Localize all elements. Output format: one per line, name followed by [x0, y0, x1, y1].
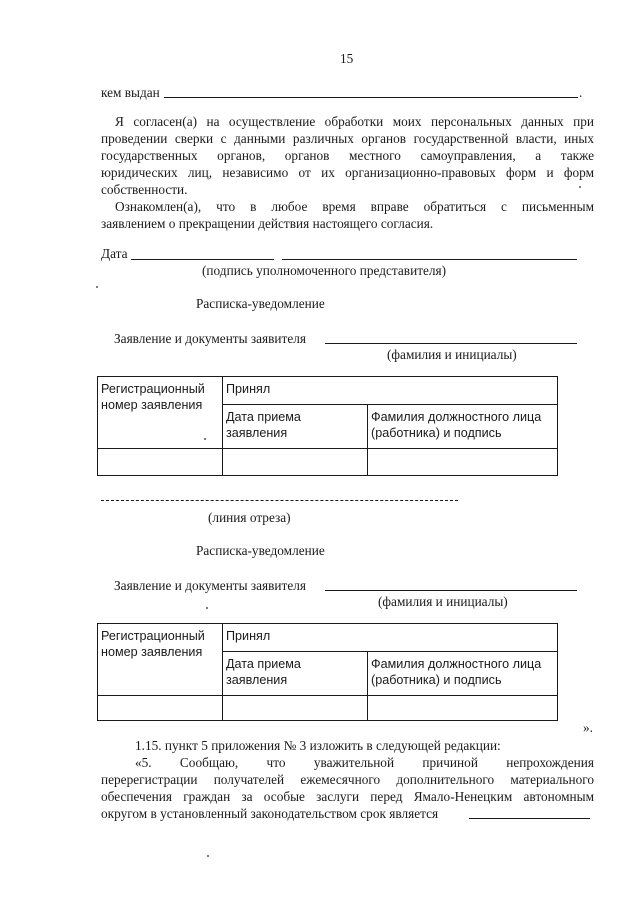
receipt-title: Расписка-уведомление — [196, 543, 325, 558]
reg-number-header: Регистрационный номер заявления — [98, 377, 223, 449]
applicant-label: Заявление и документы заявителя — [114, 331, 307, 346]
acceptance-date-cell[interactable] — [223, 449, 368, 476]
consent-last-line: собственности. — [101, 182, 188, 197]
consent-line-3: государственных органов, органов местного самоуправления, а также — [101, 148, 594, 163]
amendment-line-3: обеспечения граждан за особые заслуги перед Ямало-Ненецким автономным — [101, 789, 594, 804]
amendment-line-4: округом в установленный законодательством срок является — [101, 806, 439, 821]
scan-speck — [579, 186, 581, 188]
page-number: 15 — [340, 51, 354, 66]
applicant-name-caption: (фамилия и инициалы) — [387, 347, 517, 362]
cut-line — [101, 500, 458, 501]
applicant-label: Заявление и документы заявителя — [114, 578, 307, 593]
reg-number-header: Регистрационный номер заявления — [98, 624, 223, 696]
official-signature-cell[interactable] — [368, 696, 558, 721]
signature-caption: (подпись уполномоченного представителя) — [202, 263, 447, 278]
reg-number-cell[interactable] — [98, 696, 223, 721]
issued-by-period: . — [579, 85, 583, 100]
amendment-item: 1.15. пункт 5 приложения № 3 изложить в следующей редакции: — [135, 738, 501, 753]
issued-by-field[interactable] — [164, 97, 578, 98]
amendment-line-1: «5. Сообщаю, что уважительной причиной непрохождения — [135, 755, 594, 770]
accepted-header: Принял — [223, 377, 558, 405]
applicant-name-field[interactable] — [325, 590, 577, 591]
scan-speck — [204, 438, 206, 440]
acceptance-date-cell[interactable] — [223, 696, 368, 721]
consent-line-2: проведении сверки с данными различных органов государственной власти, иных — [101, 131, 594, 146]
scan-speck — [206, 607, 208, 609]
applicant-name-caption: (фамилия и инициалы) — [378, 594, 508, 609]
reg-number-cell[interactable] — [98, 449, 223, 476]
accepted-header: Принял — [223, 624, 558, 652]
acknowledgement-line-1: Ознакомлен(а), что в любое время вправе обратиться с письменным — [115, 199, 594, 214]
signature-field[interactable] — [282, 259, 577, 260]
closing-quote: ». — [583, 720, 593, 735]
scan-speck — [207, 855, 209, 857]
official-signature-header: Фамилия должностного лица (работника) и подпись — [368, 652, 558, 696]
official-signature-cell[interactable] — [368, 449, 558, 476]
acceptance-date-header: Дата приема заявления — [223, 652, 368, 696]
amendment-line-2: перерегистрации получателей ежемесячного дополнительного материального — [101, 772, 594, 787]
acknowledgement-line-2: заявлением о прекращении действия настоящего согласия. — [101, 216, 434, 231]
applicant-name-field[interactable] — [325, 343, 577, 344]
consent-line-4: юридических лиц, независимо от их организационно-правовых форм и форм — [101, 165, 594, 180]
official-signature-header: Фамилия должностного лица (работника) и подпись — [368, 405, 558, 449]
receipt-table — [97, 623, 558, 721]
receipt-table — [97, 376, 558, 476]
date-field[interactable] — [131, 259, 274, 260]
cut-line-caption: (линия отреза) — [208, 510, 291, 525]
receipt-title: Расписка-уведомление — [196, 296, 325, 311]
acceptance-date-header: Дата приема заявления — [223, 405, 368, 449]
date-label: Дата — [101, 246, 128, 261]
issued-by-label: кем выдан — [101, 85, 160, 100]
reason-field[interactable] — [469, 818, 590, 819]
scan-speck — [96, 286, 98, 288]
consent-line-1: Я согласен(а) на осуществление обработки моих персональных данных при — [115, 114, 594, 129]
